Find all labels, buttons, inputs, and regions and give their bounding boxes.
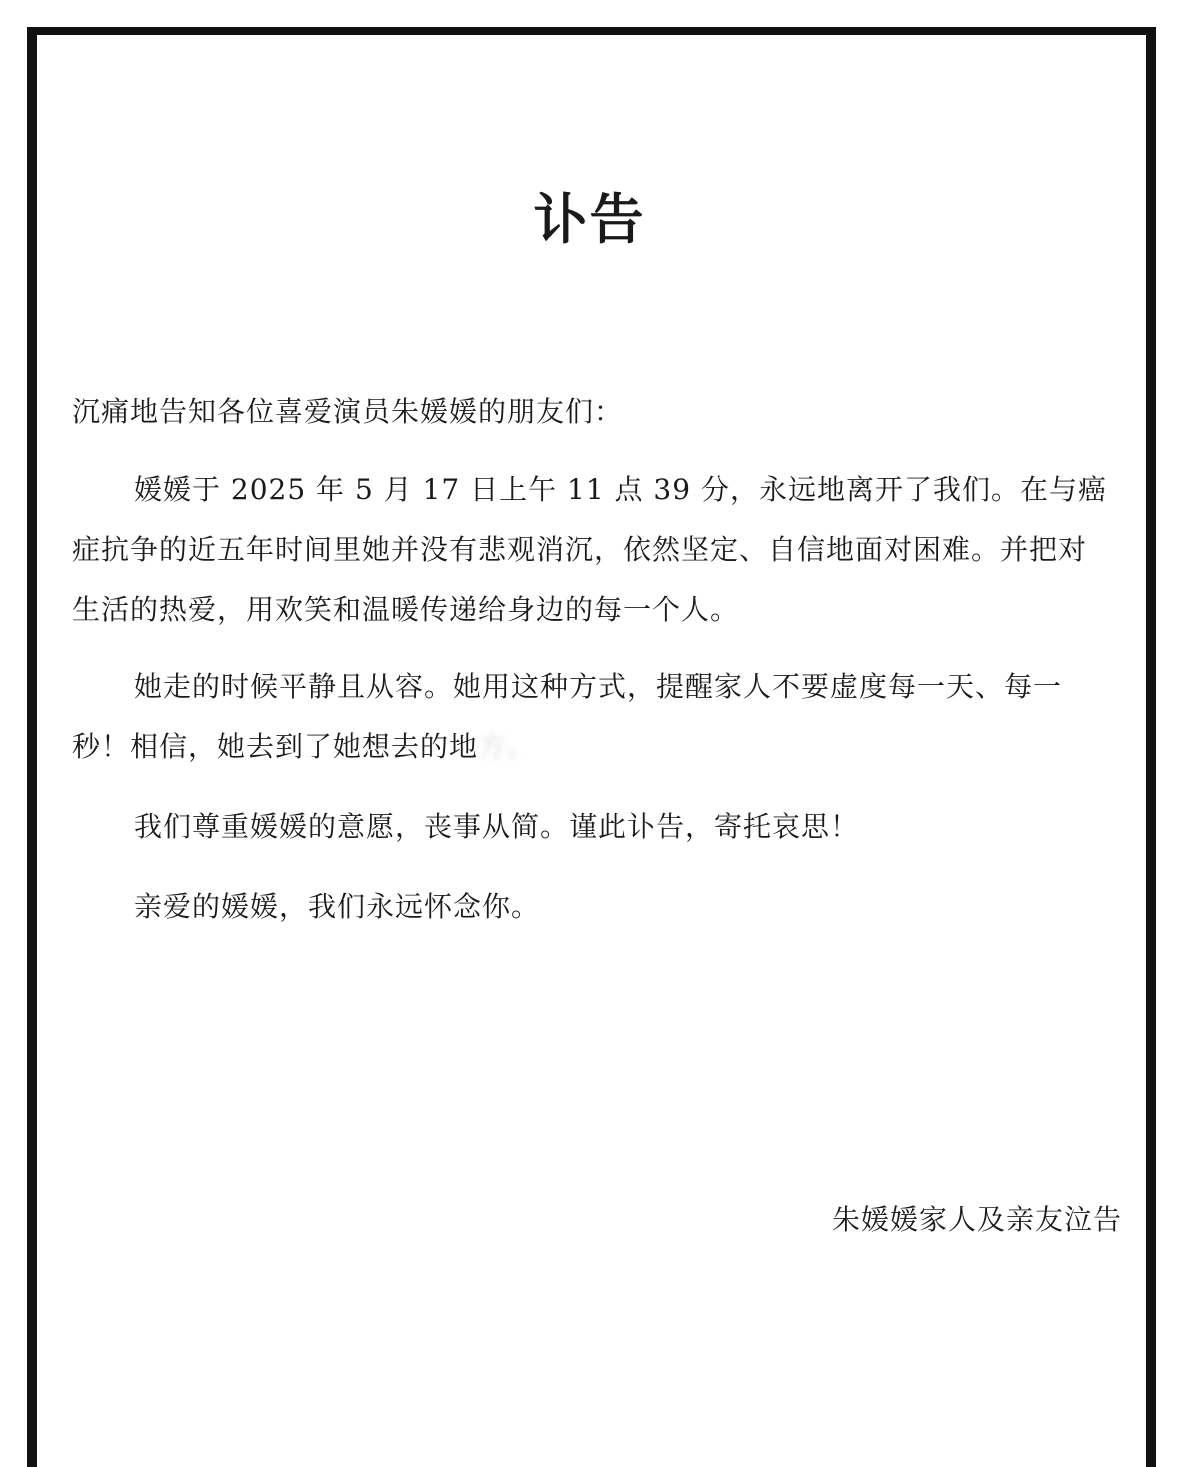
paragraph-remembrance: 亲爱的媛媛，我们永远怀念你。 [134,890,541,923]
salutation-line: 沉痛地告知各位喜爱演员朱媛媛的朋友们： [72,395,624,428]
paragraph-funeral-arrangement: 我们尊重媛媛的意愿，丧事从简。谨此讣告，寄托哀思！ [134,810,860,843]
signature-line: 朱媛媛家人及亲友泣告 [831,1203,1122,1236]
page-title: 讣告 [533,188,646,251]
paragraph-text: 她走的时候平静且从容。她用这种方式，提醒家人不要虚度每一天、每一秒！相信，她去到了她想去的地 [72,670,1063,763]
paragraph-passing-announcement: 媛媛于 2025 年 5 月 17 日上午 11 点 39 分，永远地离开了我们。在与癌症抗争的近五年时间里她并没有悲观消沉，依然坚定、自信地面对困难。并把对生活的热爱，用欢笑和温暖传递给身边的每一个人。 [72,473,1107,626]
blurred-text-fragment: 方。 [478,730,537,763]
paragraph-peaceful-departure [72,657,1112,777]
